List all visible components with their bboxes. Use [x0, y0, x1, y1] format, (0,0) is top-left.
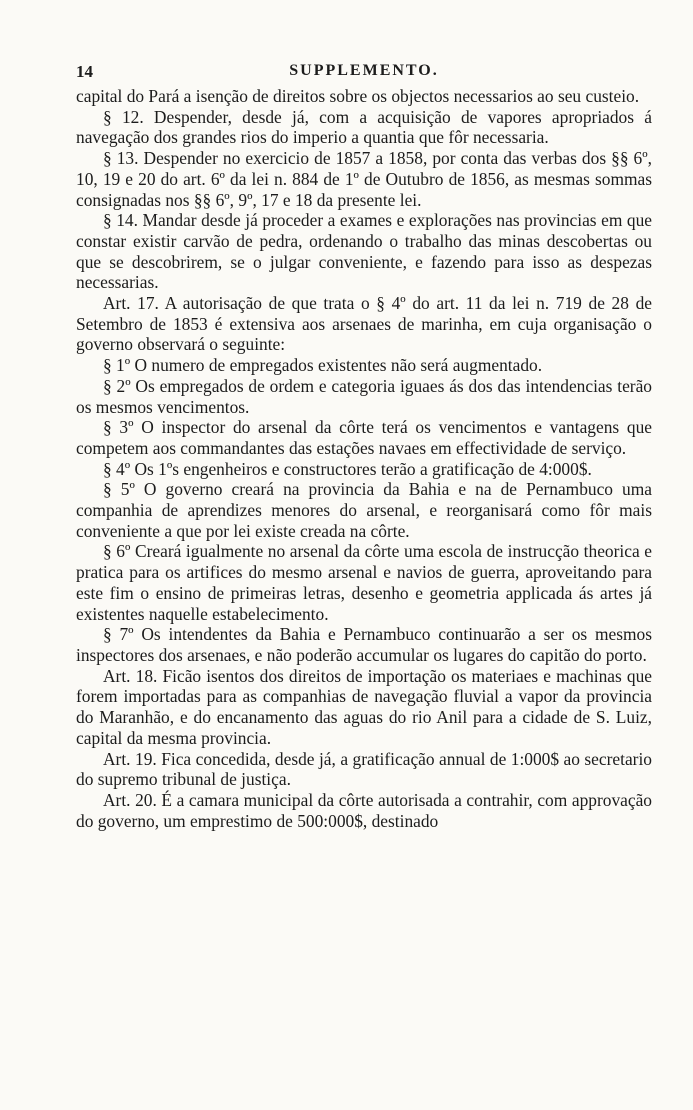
paragraph-section-3: § 3º O inspector do arsenal da côrte terá os vencimentos e vantagens que competem aos commandantes das estações navaes em effectividade de serviço. — [76, 417, 652, 458]
page-number: 14 — [76, 62, 93, 81]
paragraph-section-12: § 12. Despender, desde já, com a acquisição de vapores apropriados á navegação dos grandes rios do imperio a quantia que fôr necessaria. — [76, 106, 652, 148]
document-body — [76, 86, 652, 831]
paragraph-article-17: Art. 17. A autorisação de que trata o § 4º do art. 11 da lei n. 719 de 28 de Setembro de 1853 é extensiva aos arsenaes de marinha, em cuja organisação o governo observará o seguinte: — [76, 293, 652, 355]
running-title: SUPPLEMENTO. — [289, 62, 439, 79]
paragraph-section-1: § 1º O numero de empregados existentes não será augmentado. — [103, 355, 543, 376]
paragraph-section-2: § 2º Os empregados de ordem e categoria iguaes ás dos das intendencias terão os mesmos vencimentos. — [76, 375, 652, 417]
page-header — [76, 62, 652, 82]
paragraph-section-13: § 13. Despender no exercicio de 1857 a 1858, por conta das verbas dos §§ 6º, 10, 19 e 20 do art. 6º da lei n. 884 de 1º de Outubro de 1856, as mesmas sommas consignadas nos §§ 6º, 9º, 17 e 18 da presente lei. — [76, 148, 652, 210]
paragraph-article-20: Art. 20. É a camara municipal da côrte autorisada a contrahir, com approvação do governo, um emprestimo de 500:000$, destinado — [76, 789, 652, 831]
paragraph-continuation: capital do Pará a isenção de direitos sobre os objectos necessarios ao seu custeio. — [76, 86, 640, 106]
paragraph-section-5: § 5º O governo creará na provincia da Bahia e na de Pernambuco uma companhia de aprendizes menores do arsenal, e reorganisará como fôr mais conveniente a que por lei existe creada na côrte. — [76, 479, 652, 541]
paragraph-article-18: Art. 18. Ficão isentos dos direitos de importação os materiaes e machinas que forem importadas para as companhias de navegação fluvial a vapor da provincia do Maranhão, e do encanamento das aguas do rio Anil para a cidade de S. Luiz, capital da mesma provincia. — [76, 665, 652, 748]
paragraph-section-6: § 6º Creará igualmente no arsenal da côrte uma escola de instrucção theorica e pratica para os artifices do mesmo arsenal e navios de guerra, aproveitando para este fim o ensino de primeiras letras, desenho e geometria applicada ás artes já existentes naquelle estabelecimento. — [76, 541, 652, 624]
paragraph-section-7: § 7º Os intendentes da Bahia e Pernambuco continuarão a ser os mesmos inspectores dos arsenaes, e não poderão accumular os lugares do capitão do porto. — [76, 624, 652, 665]
paragraph-article-19: Art. 19. Fica concedida, desde já, a gratificação annual de 1:000$ ao secretario do supremo tribunal de justiça. — [76, 748, 652, 790]
paragraph-section-14: § 14. Mandar desde já proceder a exames e explorações nas provincias em que constar existir carvão de pedra, ordenando o trabalho das minas descobertas ou que se descobrirem, se o julgar conveniente, e fazendo para isso as despezas necessarias. — [76, 210, 652, 293]
paragraph-section-4: § 4º Os 1ºs engenheiros e constructores terão a gratificação de 4:000$. — [103, 458, 592, 479]
